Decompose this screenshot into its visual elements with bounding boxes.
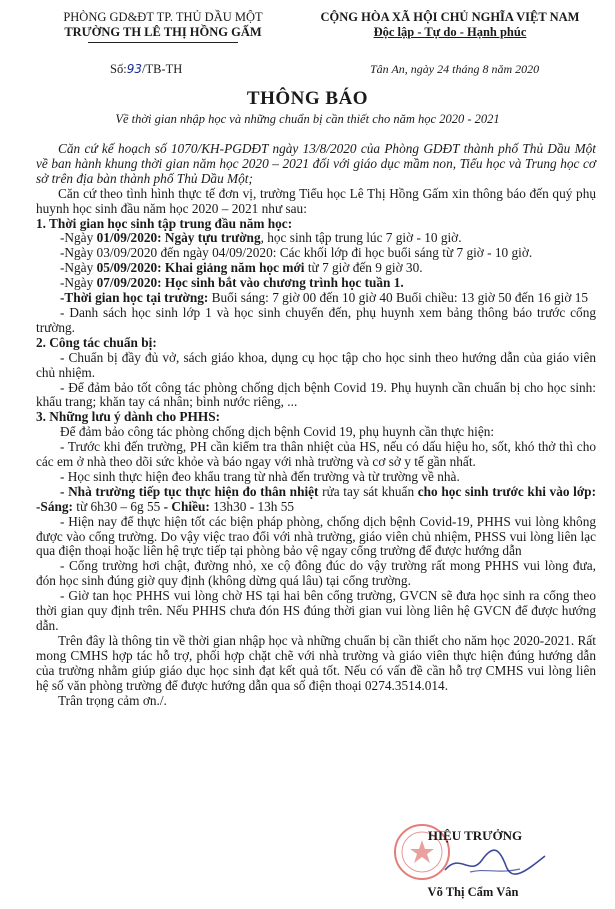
header-country-name: CỘNG HÒA XÃ HỘI CHỦ NGHĨA VIỆT NAM bbox=[320, 10, 580, 24]
section-3-item-2: - Học sinh thực hiện đeo khẩu trang từ nhà đến trường và từ trường về nhà. bbox=[60, 468, 460, 484]
section-1-item-1: -Ngày 01/09/2020: Ngày tựu trường, học sinh tập trung lúc 7 giờ - 10 giờ. bbox=[60, 230, 462, 246]
document-body bbox=[36, 142, 596, 708]
signature-title: HIỆU TRƯỞNG bbox=[427, 828, 523, 843]
header-motto: Độc lập - Tự do - Hạnh phúc bbox=[373, 25, 527, 39]
section-1-item-5: -Thời gian học tại trường: Buổi sáng: 7 giờ 00 đến 10 giờ 40 Buổi chiều: 13 giờ 50 đến 16 giờ 15 bbox=[60, 290, 589, 306]
section-3-item-1: - Trước khi đến trường, PH cần kiểm tra thân nhiệt của HS, nếu có dấu hiệu ho, sốt, khó thở thì cho các em ở nhà theo dõi sức khỏe và báo ngay với nhà trường và cơ sở y tế gần nhất. bbox=[36, 439, 596, 470]
section-2-item-1: - Chuẩn bị đầy đủ vở, sách giáo khoa, dụng cụ học tập cho học sinh theo hướng dẫn của giáo viên chủ nhiệm. bbox=[36, 349, 596, 380]
doc-no-prefix: Số: bbox=[110, 62, 127, 76]
basis-paragraph-2: Căn cứ theo tình hình thực tế đơn vị, trường Tiểu học Lê Thị Hồng Gấm xin thông báo đến quý phụ huynh học sinh đầu năm học 2020 – 2021 như sau: bbox=[36, 185, 596, 216]
section-3-item-3: - Nhà trường tiếp tục thực hiện đo thân nhiệt rửa tay sát khuẩn cho học sinh trước khi vào lớp: -Sáng: từ 6h30 – 6g 55 - Chiều: 13h30 - 13h 55 bbox=[36, 483, 597, 514]
header-agency bbox=[38, 10, 288, 43]
basis-paragraph-1: Căn cứ kế hoạch số 1070/KH-PGDĐT ngày 13/8/2020 của Phòng GDĐT thành phố Thủ Dầu Một về ban hành khung thời gian năm học 2020 – 2021 đối với giáo dục mầm non, Tiểu học và Trung học cơ sở trên địa bàn thành phố Thủ Dầu Một; bbox=[36, 141, 596, 186]
section-1-item-3: -Ngày 05/09/2020: Khai giảng năm học mới từ 7 giờ đến 9 giờ 30. bbox=[60, 260, 423, 276]
section-3-item-5: - Cổng trường hơi chật, đường nhỏ, xe cộ đông đúc do vậy trường rất mong PHHS vui lòng đưa, đón học sinh đúng giờ quy định (không dừng quá lâu) tại cổng trường. bbox=[36, 558, 596, 589]
section-2-item-2: - Để đảm bảo tốt công tác phòng chống dịch bệnh Covid 19. Phụ huynh cần chuẩn bị cho học sinh: khẩu trang; khăn tay cá nhân; bình nước riêng, ... bbox=[36, 379, 596, 410]
document-number bbox=[110, 62, 182, 77]
header-school-name: TRƯỜNG TH LÊ THỊ HỒNG GẤM bbox=[64, 25, 262, 39]
header-agency-parent: PHÒNG GD&ĐT TP. THỦ DẦU MỘT bbox=[63, 10, 263, 24]
regards-line: Trân trọng cảm ơn./. bbox=[58, 692, 167, 708]
section-3-item-4: - Hiện nay để thực hiện tốt các biện pháp phòng, chống dịch bệnh Covid-19, PHHS vui lòng không được vào cổng trường. Do vậy việc trao đổi với nhà trường, giáo viên chủ nhiệm, PHSS vui lòng liên lạc qua điện thoại hoặc liên hệ trực tiếp tại phòng bảo vệ ngay cổng trường để được hướng dẫn bbox=[36, 513, 596, 559]
section-3-heading: 3. Những lưu ý dành cho PHHS: bbox=[36, 409, 221, 425]
document-date: Tân An, ngày 24 tháng 8 năm 2020 bbox=[370, 62, 540, 76]
signer-name: Võ Thị Cẩm Vân bbox=[427, 885, 519, 899]
closing-paragraph: Trên đây là thông tin về thời gian nhập học và những chuẩn bị cần thiết cho năm học 2020-2021. Rất mong CMHS hợp tác hỗ trợ, phối hợp chặt chẽ với nhà trường và giáo viên thực hiện đúng hướng dẫn của trường nhằm giúp giáo dục học sinh đạt kết quả tốt. Nếu có vấn đề cần hỗ trợ CMHS vui lòng liên hệ số văn phòng trường để được hướng dẫn qua số điện thoại 0274.3514.014. bbox=[36, 632, 596, 693]
header-left-rule bbox=[88, 42, 238, 43]
section-1-item-2: -Ngày 03/09/2020 đến ngày 04/09/2020: Các khối lớp đi học buổi sáng từ 7 giờ - 10 giờ. bbox=[60, 245, 533, 261]
section-1-item-6: - Danh sách học sinh lớp 1 và học sinh chuyển đến, phụ huynh xem bảng thông báo trước cổng trường. bbox=[36, 304, 596, 335]
document-subtitle: Về thời gian nhập học và những chuẩn bị cần thiết cho năm học 2020 - 2021 bbox=[115, 112, 500, 126]
section-2-heading: 2. Công tác chuẩn bị: bbox=[36, 334, 157, 350]
doc-no-handwritten: 93 bbox=[126, 62, 142, 76]
section-3-intro: Để đảm bảo công tác phòng chống dịch bệnh Covid 19, phụ huynh cần thực hiện: bbox=[60, 424, 495, 440]
section-3-item-6: - Giờ tan học PHHS vui lòng chờ HS tại hai bên cổng trường, GVCN sẽ đưa học sinh ra cổng theo thời gian quy định trên. Nếu PHHS chưa đón HS đúng thời gian vui lòng liên hệ GVCN để được hướng dẫn. bbox=[36, 588, 596, 633]
document-title: THÔNG BÁO bbox=[246, 88, 369, 109]
header-national bbox=[300, 10, 600, 40]
section-1-item-4: -Ngày 07/09/2020: Học sinh bắt vào chương trình học tuần 1. bbox=[60, 275, 404, 291]
handwritten-signature-icon bbox=[440, 842, 550, 882]
section-1-heading: 1. Thời gian học sinh tập trung đầu năm học: bbox=[36, 215, 293, 231]
doc-no-suffix: /TB-TH bbox=[141, 62, 183, 76]
